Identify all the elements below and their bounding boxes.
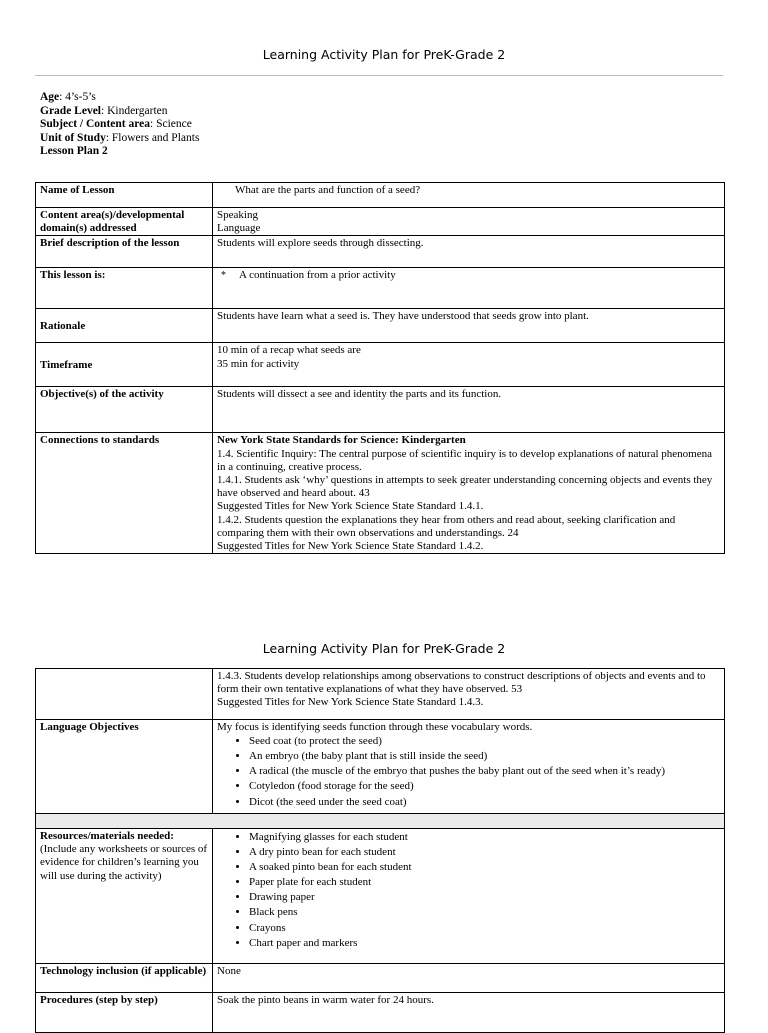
header-rule [35, 75, 723, 76]
objective-value: Students will dissect a see and identity the parts and its function. [213, 387, 725, 433]
procedures-label: Procedures (step by step) [36, 993, 213, 1033]
list-item: • Drawing paper [249, 890, 720, 905]
age-value: : 4’s-5’s [59, 91, 96, 103]
timeframe-label: Timeframe [36, 343, 213, 387]
table-row [36, 309, 725, 343]
standards-line: 1.4.3. Students develop relationships among observations to construct descriptions of objects and events and to form their own tentative explanations of what they have observed. 53 [217, 670, 706, 696]
standards-cont-label [36, 669, 213, 720]
list-item: • Cotyledon (food storage for the seed) [249, 779, 720, 794]
table-row [36, 183, 725, 208]
standards-line: 1.4.2. Students question the explanations they hear from others and read about, seeking clarification and comparing them with their own observations and understandings. 24 [217, 513, 676, 539]
name-of-lesson-label: Name of Lesson [36, 183, 213, 208]
technology-label: Technology inclusion (if applicable) [36, 964, 213, 993]
content-line: Language [217, 222, 261, 235]
list-item: • A soaked pinto bean for each student [249, 860, 720, 875]
meta-age [40, 91, 199, 105]
table-row [36, 993, 725, 1033]
list-item: • Chart paper and markers [249, 936, 720, 951]
list-item: * A continuation from a prior activity [217, 269, 720, 282]
standards-line: 1.4. Scientific Inquiry: The central purpose of scientific inquiry is to develop explanations of natural phenomena in a continuing, creative process. [217, 447, 712, 473]
brief-description-value: Students will explore seeds through dissecting. [213, 236, 725, 268]
unit-label: Unit of Study [40, 131, 106, 144]
subject-value: : Science [150, 118, 192, 131]
list-item: • Black pens [249, 905, 720, 920]
content-line: Speaking [217, 209, 258, 221]
list-item: • A radical (the muscle of the embryo that pushes the baby plant out of the seed when it’s ready) [249, 764, 720, 779]
list-item: • Seed coat (to protect the seed) [249, 734, 720, 749]
table-row [36, 829, 725, 964]
objective-label: Objective(s) of the activity [36, 387, 213, 433]
resources-label-cell [36, 829, 213, 964]
unit-value: : Flowers and Plants [105, 131, 200, 144]
vocabulary-list [217, 734, 720, 809]
name-of-lesson-value [213, 183, 725, 208]
table-row [36, 720, 725, 814]
lesson-plan-table [35, 182, 725, 554]
standards-line: Suggested Titles for New York Science State Standard 1.4.2. [217, 540, 484, 553]
this-lesson-value [213, 268, 725, 309]
meta-lesson-plan [40, 145, 199, 159]
lesson-plan-table-continued [35, 668, 725, 1033]
this-lesson-list [217, 269, 720, 282]
standards-heading: New York State Standards for Science: Kindergarten [217, 434, 466, 447]
resources-note: (Include any worksheets or sources of evidence for children’s learning you will use during the activity) [40, 843, 208, 882]
subject-label: Subject / Content area [40, 118, 150, 131]
table-row [36, 964, 725, 993]
standards-line: Suggested Titles for New York Science State Standard 1.4.3. [217, 696, 484, 709]
standards-value [213, 433, 725, 554]
technology-value: None [213, 964, 725, 993]
list-item: • An embryo (the baby plant that is still inside the seed) [249, 749, 720, 764]
table-row [36, 433, 725, 554]
list-item: • Paper plate for each student [249, 875, 720, 890]
separator-row [36, 814, 725, 829]
standards-label: Connections to standards [36, 433, 213, 554]
resources-value [213, 829, 725, 964]
lesson-plan-label: Lesson Plan 2 [40, 145, 108, 158]
meta-unit [40, 132, 199, 146]
list-item: • Crayons [249, 921, 720, 936]
language-objectives-label: Language Objectives [36, 720, 213, 814]
meta-grade [40, 105, 199, 119]
timeframe-value [213, 343, 725, 387]
standards-cont-value [213, 669, 725, 720]
timeframe-line: 10 min of a recap what seeds are [217, 344, 361, 357]
table-row [36, 268, 725, 309]
page-header: Learning Activity Plan for PreK-Grade 2 [262, 47, 506, 62]
grade-value: : Kindergarten [101, 104, 168, 117]
table-row [36, 236, 725, 268]
grade-label: Grade Level [40, 104, 101, 117]
age-label: Age [40, 91, 60, 103]
meta-subject [40, 118, 199, 132]
list-item: • A dry pinto bean for each student [249, 845, 720, 860]
standards-line: 1.4.1. Students ask ‘why’ questions in attempts to seek greater understanding concerning objects and events they have observed and heard about. 43 [217, 474, 713, 500]
list-item: • Dicot (the seed under the seed coat) [249, 795, 720, 810]
lesson-meta [40, 91, 199, 159]
standards-line: Suggested Titles for New York Science State Standard 1.4.1. [217, 500, 484, 513]
content-area-label: Content area(s)/developmental domain(s) addressed [36, 208, 213, 236]
content-area-value [213, 208, 725, 236]
procedures-value: Soak the pinto beans in warm water for 24 hours. [213, 993, 725, 1033]
separator-cell [36, 814, 725, 829]
list-item: • Magnifying glasses for each student [249, 830, 720, 845]
name-of-lesson-text: What are the parts and function of a seed? [235, 184, 421, 196]
table-row [36, 387, 725, 433]
rationale-value: Students have learn what a seed is. They have understood that seeds grow into plant. [213, 309, 725, 343]
table-row [36, 343, 725, 387]
language-objectives-value [213, 720, 725, 814]
resources-label: Resources/materials needed: [40, 830, 174, 842]
materials-list [217, 830, 720, 951]
this-lesson-label: This lesson is: [36, 268, 213, 309]
language-intro: My focus is identifying seeds function through these vocabulary words. [217, 721, 533, 733]
brief-description-label: Brief description of the lesson [36, 236, 213, 268]
rationale-label: Rationale [36, 309, 213, 343]
table-row [36, 669, 725, 720]
timeframe-line: 35 min for activity [217, 357, 300, 370]
page-header: Learning Activity Plan for PreK-Grade 2 [262, 641, 506, 656]
table-row [36, 208, 725, 236]
